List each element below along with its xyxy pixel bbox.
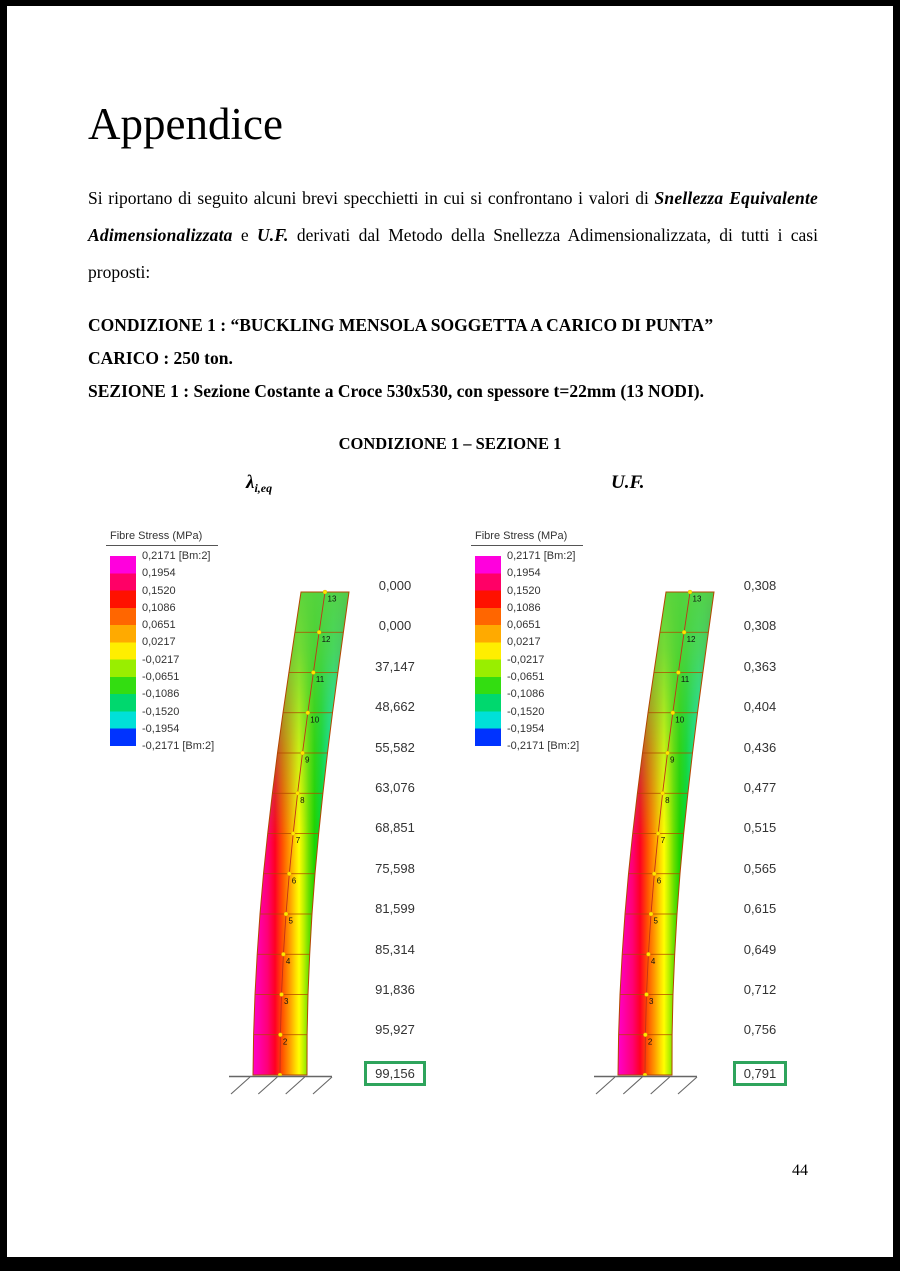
beam-node-label: 12 bbox=[321, 634, 331, 644]
intro-emphasis-1: Snellezza Equivalente Adimensionalizzata bbox=[88, 188, 818, 245]
panel-label-main: U.F. bbox=[611, 472, 645, 493]
beam-node-label: 7 bbox=[295, 836, 301, 845]
result-value: 0,404 bbox=[743, 699, 777, 715]
legend-tick-label: 0,1520 bbox=[142, 584, 176, 597]
intro-emphasis-2: U.F. bbox=[256, 225, 289, 245]
result-value: 0,363 bbox=[743, 658, 777, 674]
beam-node-dot bbox=[306, 711, 310, 715]
beam-node-dot bbox=[301, 751, 305, 755]
ground-hatch-line bbox=[596, 1077, 615, 1094]
beam-node-dot bbox=[317, 630, 321, 634]
beam-node-label: 11 bbox=[315, 675, 325, 684]
legend-tick-label: -0,1954 bbox=[507, 722, 545, 735]
result-value: 68,851 bbox=[375, 820, 415, 836]
panel-label-uf bbox=[611, 472, 644, 496]
beam-node-dot bbox=[281, 952, 285, 956]
result-value: 85,314 bbox=[375, 941, 415, 957]
legend-tick-label: -0,1086 bbox=[142, 688, 180, 701]
beam-node-label: 8 bbox=[665, 795, 670, 805]
result-value: 81,599 bbox=[375, 901, 415, 917]
final-value-highlight-box: 99,156 bbox=[364, 1061, 426, 1086]
beam-node-label: 4 bbox=[285, 956, 291, 966]
beam-node-dot bbox=[666, 751, 670, 755]
ground-hatch-line bbox=[258, 1077, 277, 1094]
beam-node-label: 6 bbox=[656, 876, 662, 886]
legend-tick-label: -0,0651 bbox=[142, 670, 180, 683]
result-value: 37,147 bbox=[375, 658, 415, 674]
legend-tick-label: -0,1520 bbox=[142, 705, 180, 718]
beam-node-dot bbox=[287, 872, 291, 876]
legend-tick-label: 0,0651 bbox=[142, 619, 176, 632]
beam-node-label: 2 bbox=[282, 1037, 288, 1047]
beam-node-dot bbox=[652, 872, 656, 876]
result-value-final bbox=[710, 1061, 810, 1081]
panel-label-sub: i,eq bbox=[254, 481, 273, 495]
beam-node-label: 2 bbox=[647, 1037, 653, 1047]
panel-label-lambda bbox=[246, 472, 272, 496]
legend-tick-label: -0,2171 [Bm:2] bbox=[142, 740, 215, 752]
result-value: 95,927 bbox=[375, 1022, 415, 1038]
result-value: 75,598 bbox=[375, 860, 415, 876]
beam-node-dot bbox=[284, 912, 288, 916]
legend-tick-label: -0,2171 [Bm:2] bbox=[507, 740, 580, 752]
beam-node-dot bbox=[280, 993, 284, 997]
result-value: 0,000 bbox=[378, 618, 412, 634]
condition-line-3: SEZIONE 1 : Sezione Costante a Croce 530x530, con spessore t=22mm (13 NODI). bbox=[88, 381, 704, 401]
result-value: 0,615 bbox=[743, 901, 777, 917]
legend-tick-label: -0,0217 bbox=[507, 653, 545, 666]
legend-tick-label: 0,1086 bbox=[507, 601, 541, 614]
beam-node-dot bbox=[278, 1033, 282, 1037]
ground-hatch-line bbox=[231, 1077, 250, 1094]
legend-tick-label: 0,1954 bbox=[142, 567, 176, 580]
result-value: 91,836 bbox=[375, 982, 415, 997]
legend-tick-label: 0,0217 bbox=[142, 636, 176, 649]
beam-node-label: 3 bbox=[284, 997, 289, 1006]
intro-text-2: e bbox=[232, 225, 257, 245]
beam-node-label: 10 bbox=[310, 715, 320, 725]
beam-node-dot bbox=[688, 590, 692, 594]
beam-node-label: 10 bbox=[675, 715, 685, 725]
beam-node-label: 13 bbox=[327, 594, 337, 604]
ground-hatch-line bbox=[623, 1077, 642, 1094]
legend-tick-label: 0,2171 [Bm:2] bbox=[507, 550, 576, 562]
intro-text-3: derivati dal Metodo della Snellezza Adimensionalizzata, di tutti i casi proposti: bbox=[88, 225, 818, 282]
legend-colorbar bbox=[475, 556, 501, 746]
legend-tick-label: 0,0651 bbox=[507, 619, 541, 632]
result-value: 48,662 bbox=[375, 699, 415, 715]
intro-text-1: Si riportano di seguito alcuni brevi specchietti in cui si confrontano i valori di bbox=[88, 188, 655, 208]
legend-tick-label: 0,1086 bbox=[142, 601, 176, 614]
legend-colorbar bbox=[110, 556, 136, 746]
beam-node-label: 4 bbox=[650, 956, 656, 966]
beam-node-dot bbox=[646, 952, 650, 956]
panel-uf bbox=[365, 0, 825, 1271]
result-value: 0,756 bbox=[743, 1022, 777, 1038]
beam-node-label: 6 bbox=[291, 876, 297, 886]
legend-tick-label: -0,0651 bbox=[507, 670, 545, 683]
result-value: 55,582 bbox=[375, 739, 415, 755]
beam-node-label: 13 bbox=[692, 594, 702, 604]
beam-node-label: 8 bbox=[300, 795, 305, 805]
beam-node-dot bbox=[643, 1033, 647, 1037]
ground-hatch-line bbox=[651, 1077, 670, 1094]
beam-node-dot bbox=[311, 671, 315, 675]
beam-node-dot bbox=[661, 791, 665, 795]
beam-node-dot bbox=[323, 590, 327, 594]
beam-node-dot bbox=[649, 912, 653, 916]
result-value: 0,565 bbox=[743, 860, 777, 876]
beam-node-label: 9 bbox=[670, 755, 675, 765]
beam-node-label: 5 bbox=[288, 916, 293, 926]
result-value: 0,649 bbox=[743, 941, 777, 957]
page-number: 44 bbox=[792, 1162, 808, 1179]
beam-node-label: 11 bbox=[680, 675, 690, 684]
beam-node-label: 5 bbox=[653, 916, 658, 926]
beam-node-dot bbox=[645, 993, 649, 997]
condition-line-1: CONDIZIONE 1 : “BUCKLING MENSOLA SOGGETTA A CARICO DI PUNTA” bbox=[88, 315, 714, 335]
legend-tick-label: -0,0217 bbox=[142, 653, 180, 666]
result-value: 0,477 bbox=[743, 780, 777, 795]
beam-node-dot bbox=[682, 630, 686, 634]
ground-hatch-line bbox=[678, 1077, 697, 1094]
legend-tick-label: 0,1520 bbox=[507, 584, 541, 597]
legend-tick-label: -0,1086 bbox=[507, 688, 545, 701]
beam-node-dot bbox=[676, 671, 680, 675]
beam-node-label: 7 bbox=[660, 836, 666, 845]
legend-tick-label: 0,1954 bbox=[507, 567, 541, 580]
final-value-highlight-box: 0,791 bbox=[733, 1061, 788, 1086]
legend-tick-label: 0,0217 bbox=[507, 636, 541, 649]
condition-line-2: CARICO : 250 ton. bbox=[88, 348, 233, 368]
beam-node-dot bbox=[671, 711, 675, 715]
legend-tick-label: -0,1520 bbox=[507, 705, 545, 718]
beam-node-dot bbox=[291, 832, 295, 836]
legend-title: Fibre Stress (MPa) bbox=[471, 530, 583, 546]
page-title: Appendice bbox=[88, 99, 283, 149]
legend-tick-label: -0,1954 bbox=[142, 722, 180, 735]
result-value: 0,308 bbox=[743, 618, 777, 634]
beam-node-label: 12 bbox=[686, 634, 696, 644]
legend-tick-label: 0,2171 [Bm:2] bbox=[142, 550, 211, 562]
beam-node-dot bbox=[296, 791, 300, 795]
ground-hatch-line bbox=[286, 1077, 305, 1094]
legend-title: Fibre Stress (MPa) bbox=[106, 530, 218, 546]
beam-node-label: 9 bbox=[305, 755, 310, 765]
ground-hatch-line bbox=[313, 1077, 332, 1094]
beam-node-label: 3 bbox=[649, 997, 654, 1006]
panel-label-main: λ bbox=[246, 472, 255, 493]
result-value: 0,712 bbox=[743, 982, 777, 997]
figure-heading: CONDIZIONE 1 – SEZIONE 1 bbox=[338, 434, 562, 453]
result-value: 0,308 bbox=[743, 578, 777, 593]
result-value: 63,076 bbox=[375, 780, 415, 795]
result-value: 0,436 bbox=[743, 739, 777, 755]
result-value: 0,000 bbox=[378, 578, 412, 593]
beam-node-dot bbox=[656, 832, 660, 836]
result-value: 0,515 bbox=[743, 820, 777, 836]
